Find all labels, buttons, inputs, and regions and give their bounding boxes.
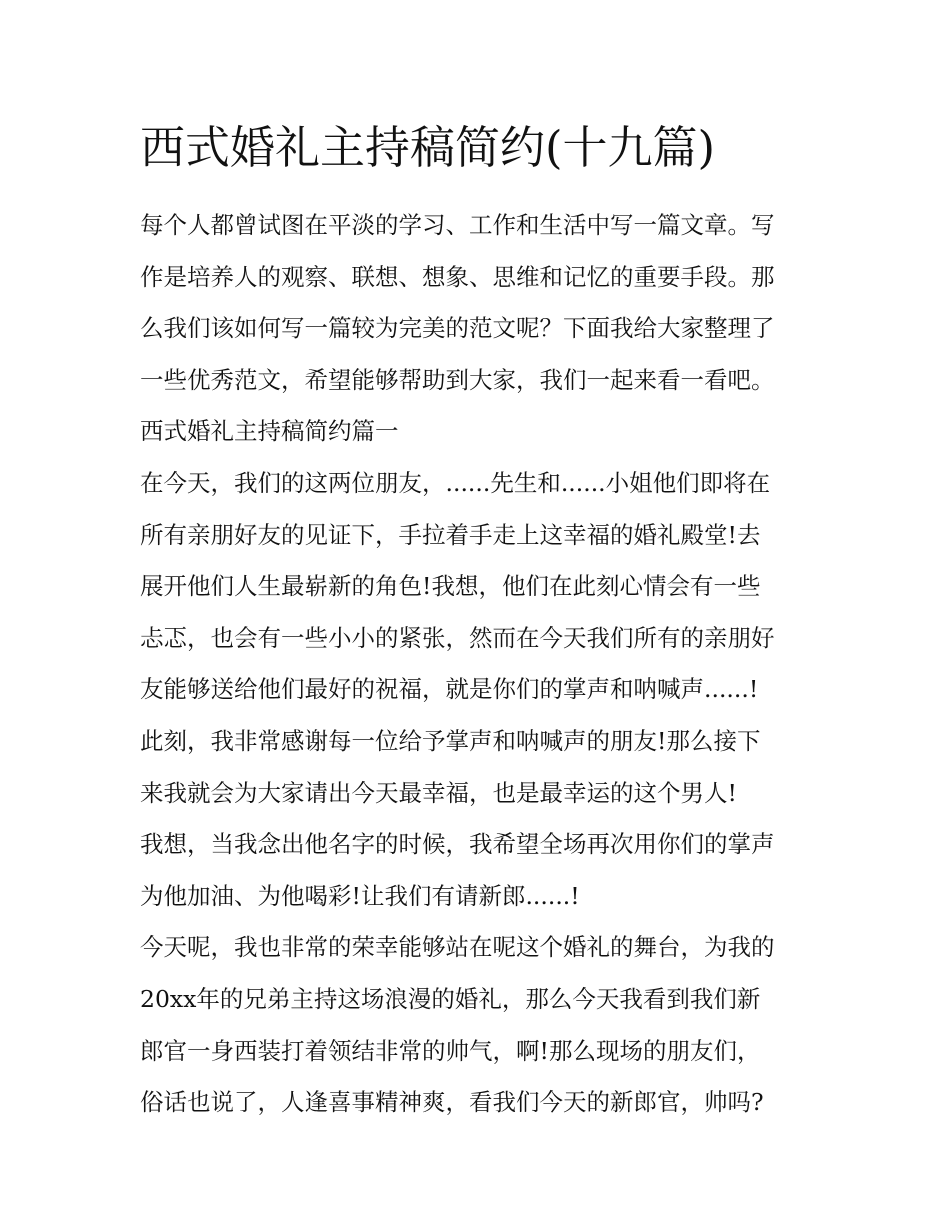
- body-line: 所有亲朋好友的见证下，手拉着手走上这幸福的婚礼殿堂!去: [140, 520, 761, 549]
- body-line: 今天呢，我也非常的荣幸能够站在呢这个婚礼的舞台，为我的: [140, 933, 775, 962]
- body-line: 来我就会为大家请出今天最幸福，也是最幸运的这个男人!: [140, 778, 737, 807]
- body-line: 一些优秀范文，希望能够帮助到大家，我们一起来看一看吧。: [140, 365, 775, 394]
- document-body: [140, 200, 830, 1129]
- body-line: 我想，当我念出他名字的时候，我希望全场再次用你们的掌声: [140, 830, 775, 859]
- document-title: 西式婚礼主持稿简约(十九篇): [140, 121, 716, 174]
- body-line: 为他加油、为他喝彩!让我们有请新郎......!: [140, 881, 580, 910]
- body-line: 此刻，我非常感谢每一位给予掌声和呐喊声的朋友!那么接下: [140, 726, 761, 755]
- body-line: 俗话也说了，人逢喜事精神爽，看我们今天的新郎官，帅吗?: [140, 1088, 764, 1117]
- body-line: 20xx年的兄弟主持这场浪漫的婚礼，那么今天我看到我们新: [140, 984, 761, 1013]
- body-line: 展开他们人生最崭新的角色!我想，他们在此刻心情会有一些: [140, 572, 761, 601]
- body-line: 作是培养人的观察、联想、想象、思维和记忆的重要手段。那: [140, 262, 775, 291]
- body-line: 郎官一身西装打着领结非常的帅气，啊!那么现场的朋友们，: [140, 1036, 761, 1065]
- body-line: 在今天，我们的这两位朋友，......先生和......小姐他们即将在: [140, 468, 771, 497]
- body-line: 么我们该如何写一篇较为完美的范文呢？下面我给大家整理了: [140, 314, 775, 343]
- body-line: 忐忑，也会有一些小小的紧张，然而在今天我们所有的亲朋好: [140, 623, 775, 652]
- body-line: 友能够送给他们最好的祝福，就是你们的掌声和呐喊声......!: [140, 675, 759, 704]
- section-heading: 西式婚礼主持稿简约篇一: [140, 417, 399, 446]
- body-line: 每个人都曾试图在平淡的学习、工作和生活中写一篇文章。写: [140, 211, 775, 239]
